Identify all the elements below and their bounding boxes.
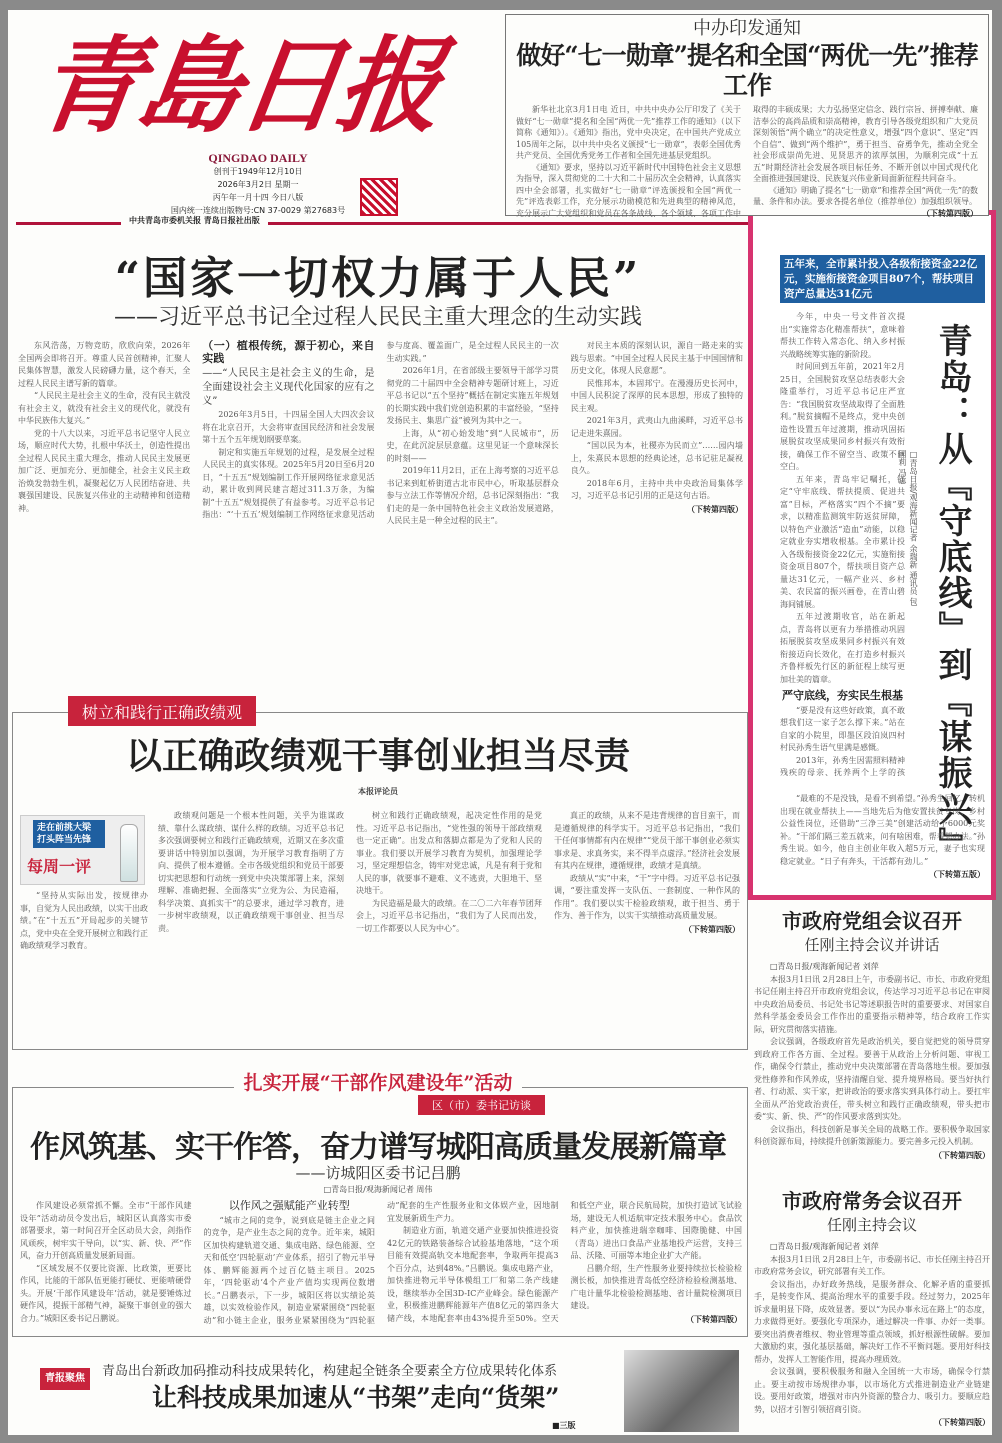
meeting2-headline[interactable]: 市政府常务会议召开 — [782, 1189, 962, 1213]
paragraph: “城市之间的竞争，说到底是链主企业之间的竞争，是产业生态之间的竞争。近年来，城阳区加快构建轨道交通、集成电路、绿色能源、空天和低空‘四轮驱动’产业体系，招引了物元半导体、鹏辉能源两个过百亿链主项目。2025年，‘四轮驱动’4个产业产值均实现两位数增长。”吕鹏表示，下一步，城阳区将以实绩论英雄，以实效检验作风，制造业紧紧围绕“四轮驱动”和小链主企业，服务业紧紧围绕为“四轮驱动”配套的生产性服务业和文体娱产业，因地制宜发展新质生产力。 — [203, 1201, 559, 1325]
commentary-headline[interactable]: 以正确政绩观干事创业担当尽责 — [125, 735, 630, 777]
section-title: 以作风之强赋能产业转型 — [228, 1200, 350, 1212]
banner-headline[interactable]: 让科技成果加速从“书架”走向“货架” — [152, 1383, 560, 1412]
paragraph: 树立和践行正确政绩观，起决定性作用的是党性。习近平总书记指出，“党性强的领导干部政绩观也一定正确”。出发点和落脚点都是为了党和人民的事业。我们要以开展学习教育为契机，加强理论学习，坚定理想信念，铸牢对党忠诚，凡是有利于党和人民的事，就要事不避难、义不逃责，大胆地干、坚决地干。 — [356, 811, 542, 895]
paragraph: 《通知》明确了提名“七一勋章”和推荐全国“两优一先”的数量、条件和办法。要求各提名单位（推荐单位）加强组织领导。 — [753, 185, 978, 206]
paragraph: 会议指出，科技创新是事关全局的战略工作。要积极争取国家科创资源布局，持续提升创新策源能力。要完善多元投入机制。 — [754, 1124, 990, 1146]
weekly-review-badge — [20, 815, 145, 885]
paragraph: 会议指出，办好政务热线，是服务群众、化解矛盾的重要抓手，是转变作风、提高治理水平的重要手段。经过努力，2025年诉求量明显下降，成效显著。要以“为民办事永远在路上”的态度，力求做得更好。要强化专项深办，通过解决一件事、办好一类事。要突出消费者维权、物业管理等重点领域，抓好根源性破解。要加大激励约束，强化基层基础，解决好工作不平衡问题。要用好科技帮办，发挥人工智能作用，提高办理质效。 — [754, 1279, 990, 1364]
continued-note[interactable]: （下转第四版） — [687, 503, 743, 514]
paragraph: 为民造福是最大的政绩。在二〇二六年春节团拜会上，习近平总书记指出，“我们为了人民而出发，一切工作都要以人民为中心”。 — [356, 898, 542, 933]
feature-banner: 五年来，全市累计投入各级衔接资金22亿元，实施衔接资金项目807个，帮扶项目资产总量达31亿元 — [780, 255, 985, 303]
continued-note[interactable]: （下转第四版） — [686, 1313, 742, 1324]
bottle-image — [120, 824, 138, 882]
paragraph: 吕鹏介绍，生产性服务业要持续拉长检验检测长板，加快推进青岛低空经济检验检测基地、广电计量华北检验检测基地、省计量院检测项目建设。 — [570, 1263, 742, 1310]
paragraph: 政绩从“实”中来，“干”字中得。习近平总书记强调，“要注重发挥一支队伍、一套制度、一种作风的作用”。我们要以实干检验政绩观，敢于担当、勇于作为、善于作为，以实干实绩推动高质量发展。 — [554, 873, 740, 920]
researchers-photo — [624, 1350, 739, 1432]
lead-subheadline: ——习近平总书记全过程人民民主重大理念的生动实践 — [113, 305, 642, 330]
badge-line: 走在前挑大梁 — [37, 823, 92, 833]
publisher: 中共青岛市委机关报 青岛日报社出版 — [121, 215, 268, 226]
paragraph: 作风建设必须常抓不懈。全市“干部作风建设年”活动动员令发出后，城阳区认真落实市委部署要求，第一时间召开全区动员大会，剑指作风顽疾，树牢实干导向，以“实、新、快、严”作风，奋力开创高质量发展新局面。 — [20, 1201, 192, 1260]
commentary-body-intro — [20, 890, 148, 1040]
paragraph: “坚持从实际出发，按规律办事，自觉为人民出政绩，以实干出政绩。”在“十五五”开局起步的关键节点，党中央在全党开展树立和践行正确政绩观学习教育。 — [20, 891, 148, 950]
commentary-tag: 树立和践行正确政绩观 — [68, 696, 256, 726]
paragraph: 时间回到五年前，2021年2月25日，全国脱贫攻坚总结表彰大会隆重举行，习近平总书记庄严宣告：“我国脱贫攻坚战取得了全面胜利。”脱贫摘帽不是终点，党中央创造性设置五年过渡期，推动巩固拓展脱贫攻坚成果同乡村振兴有效衔接，确保工作不留空当、政策不留空白。 — [780, 362, 905, 471]
paragraph: 真正的政绩，从来不是违背规律的盲目蛮干，而是遵循规律的科学实干。习近平总书记指出，“我们干任何事情都有内在规律”“党员干部干事创业必须实事求是、求真务实，来不得半点虚浮。”经济社会发展有其内在规律，遵循规律，政绩才是真绩。 — [554, 811, 740, 870]
qingbao-focus-logo: 青报聚焦 — [40, 1368, 90, 1390]
continued-note[interactable]: （下转第四版） — [934, 1149, 990, 1160]
top-story-body — [516, 104, 978, 244]
section-title: （一）植根传统，源于初心，来自实践 — [202, 340, 375, 365]
meeting2-article — [754, 1185, 990, 1430]
meeting2-body — [754, 1241, 990, 1426]
meeting2-subheadline: 任刚主持会议 — [826, 1216, 917, 1234]
masthead-info — [158, 152, 358, 217]
paragraph: 制造业方面，轨道交通产业要加快推进投资42亿元的铁路装备综合试验基地落地，“这个项目能有效提高轨交本地配套率，争取两年提高3个百分点，达到48%。”吕鹏说。集成电路产业，加快推进物元半导体模组工厂和第二条产线建设，继续举办全国3D-IC产业峰会。绿色能源产业，积极推进鹏辉能源年产值8亿元的第四条大储产线，本地配套率由43%提升至50%。空天和低空产业，联合民航局院，加快打造试飞试验场，建设无人机适航审定技术服务中心。食品饮料产业，加快推进瑞幸咖啡、国際脆健、中国（青岛）进出口食品产业基地投产运营，支持三品、沃隆、可丽等本地企业扩大产能。 — [387, 1201, 742, 1323]
lead-headline[interactable]: “国家一切权力属于人民” — [114, 253, 642, 304]
masthead-logo: 青島日报 — [29, 24, 447, 147]
paragraph: 上海，从“初心始发地”到“人民城市”，历史，在此沉淀层层意蕴。这里见证一个意味深长的时刻—— — [386, 428, 559, 463]
paragraph: 五年过渡期收官，站在新起点，青岛将以更有力举措推动巩固拓展脱贫攻坚成果同乡村振兴有效衔接迈向长效化，在打造乡村振兴齐鲁样板先行区的新征程上续写更加壮美的篇章。 — [780, 612, 905, 684]
newspaper-front-page — [8, 10, 992, 1435]
qr-code-icon[interactable] — [360, 178, 398, 216]
paragraph: 民惟邦本，本固邦宁。在漫漫历史长河中，中国人民积淀了深厚的民本思想，形成了独特的民主观。 — [570, 378, 743, 413]
top-story-kicker: 中办印发通知 — [693, 18, 801, 39]
paragraph: 东风浩荡，万物竞昉，欣欣向荣，2026年全国两会即将召开。尊重人民首创精神，汇聚人民集体智慧，激发人民磅礴力量，这个春天，全过程人民民主谱写新的篇章。 — [18, 341, 191, 388]
paragraph: 会议强调，各级政府首先是政治机关，要自觉把党的领导贯穿到政府工作各方面、全过程。要善于从政治上分析问题、审视工作，确保令行禁止，推动党中央决策部署在青岛落地生根。要加强党性修养和作风养成，坚持清醒自觉、提升境界格局。要当好执行者、行动派、实干家，把讲政治的要求落实到具体行动上。要扛牢全面从严治党政治责任，带头树立和践行正确政绩观，带头把市委“实、新、快、严”的作风要求落到实处。 — [754, 1037, 990, 1121]
publication-number: 国内统一连续出版物号:CN 37-0029 第27683号 — [170, 206, 346, 215]
paragraph: “国以民为本，社稷亦为民而立”……园内墙上，朱熹民本思想的经典论述，总书记驻足凝视良久。 — [570, 441, 743, 475]
founded-date: 创刊于1949年12月10日 — [213, 167, 303, 176]
page-reference[interactable]: ■三版 — [552, 1420, 576, 1430]
meeting1-body — [754, 961, 990, 1161]
meeting1-subheadline: 任刚主持会议并讲话 — [804, 936, 940, 954]
feature-box — [748, 207, 996, 900]
meeting1-article — [754, 905, 990, 1170]
continued-note[interactable]: （下转第四版） — [684, 923, 740, 934]
interview-kicker — [8, 1068, 748, 1095]
badge-line: 打头阵当先锋 — [37, 835, 92, 845]
paragraph: 政绩观问题是一个根本性问题，关乎为谁谋政绩、靠什么谋政绩、谋什么样的政绩。习近平总书记多次强调要树立和践行正确政绩观，近期又在多次重要讲话中特别加以强调，为开展学习教育指明了方向、提供了根本遵循。全市各级党组织和党员干部要切实把思想和行动统一到党中央决策部署上来，深刻理解、准确把握、全面落实“立党为公、为民造福，科学决策、真抓实干”的总要求，通过学习教育，进一步树牢政绩观，以正确政绩观干事创业、担当尽责。 — [158, 811, 344, 933]
issue-date: 2026年3月2日 星期一 — [217, 180, 299, 189]
interview-byline: □青岛日报/观海新闻记者 周伟 — [323, 1185, 433, 1194]
continued-note[interactable]: （下转第四版） — [922, 207, 978, 218]
lead-story-body — [18, 340, 743, 680]
bottom-banner[interactable] — [12, 1350, 748, 1435]
paragraph: 今年，中央一号文件首次提出“实施常态化精准帮扶”，意味着帮扶工作转入常态化、纳入乡村振兴战略统筹实施的新阶段。 — [780, 312, 905, 359]
paragraph: 本报3月1日讯 2月28日上午，市委副书记、市长、市政府党组书记任刚主持召开市政府党组会议，传达学习习近平总书记在审阅中央政治局委员、书记处书记等述职报告时的重要要求、对国家自然科学基金委员会工作作出的重要指示精神等，结合政府工作实际，研究贯彻落实措施。 — [754, 974, 990, 1034]
paragraph: 会议强调，要积极服务和融入全国统一大市场，确保令行禁止。要主动按市场规律办事，以市场化方式推进制造业产业链建设。要用好政策，增强对市内外资源的整合力、吸引力。要顺应趋势，以招才引智引领招商引资。 — [754, 1367, 990, 1414]
feature-byline: □青岛日报/观海新闻记者 余瑞新 通讯员 包国莉 冯志 — [898, 450, 918, 606]
paragraph: 2026年3月5日，十四届全国人大四次会议将在北京召开，大会将审查国民经济和社会发展第十五个五年规划纲要草案。 — [202, 410, 375, 444]
paragraph: 新华社北京3月1日电 近日，中共中央办公厅印发了《关于做好“七一勋章”提名和全国“两优一先”推荐工作的通知》（以下简称《通知》）。《通知》指出，党中央决定，在中国共产党成立105周年之际，以中共中央名义颁授“七一勋章”，表彰全国优秀共产党员、全国优秀党务工作者和全国先进基层党组织。 — [516, 105, 741, 160]
paragraph: 2013年，孙秀生因需照料精神残疾的母亲、抚养两个上学的孩 — [780, 755, 905, 777]
paragraph: 2018年6月，主持中共中央政治局集体学习，习近平总书记引用的正是这句古语。 — [570, 478, 743, 500]
paragraph: 五年来，青岛牢记嘱托，锚定“守牢底线、帮扶提质、促进共富”目标，严格落实“四个不摘”要求，以精准监测筑牢防返贫屏障，以特色产业激活“造血”动能，以稳定就业夯实增收根基。全市累计投入各级衔接资金22亿元，实施衔接资金项目807个，帮扶项目资产总量达31亿元，一幅产业兴、乡村美、农民富的振兴画卷，在青山碧海间铺展。 — [780, 474, 905, 609]
paragraph: “人民民主是社会主义的生命，没有民主就没有社会主义，就没有社会主义的现代化，就没有中华民族伟大复兴。” — [18, 391, 191, 425]
paragraph: 对民主本质的深刻认识，源自一路走来的实践与思索。“中国全过程人民民主基于中国国情和历史文化，体现人民意愿”。 — [570, 341, 743, 375]
paragraph: 本报3月1日讯 2月28日上午，市委副书记、市长任刚主持召开市政府常务会议，研究部署有关工作。 — [754, 1254, 990, 1276]
paragraph: 2026年1月，在省部级主要领导干部学习贯彻党的二十届四中全会精神专题研讨班上，习近平总书记以“五个坚持”概括在制定实施五年规划的长期实践中我们党创造积累的丰富经验，“坚持发扬民主、集思广益”被列为其中之一。 — [386, 366, 559, 425]
paragraph: “区域发展不仅要比资源、比政策，更要比作风，比能的干部队伍更能打硬仗、更能啃硬骨头。开展‘干部作风建设年’活动，就是要锤炼过硬作风，提振干部精气神，凝聚干事创业的强大合力。”城阳区委书记吕鹏说。 — [20, 1263, 192, 1323]
meeting2-byline: □青岛日报/观海新闻记者 刘萍 — [770, 1242, 879, 1251]
paragraph: 2019年11月2日，正在上海考察的习近平总书记来到虹桥街道古北市民中心，听取基层群众参与立法工作等情况介绍，总书记深刻指出：“我们走的是一条中国特色社会主义政治发展道路，人民民主是一种全过程的民主”。 — [386, 466, 559, 525]
lunar-date: 丙午年一月十四 今日八版 — [212, 193, 304, 202]
kicker-text: 扎实开展“干部作风建设年”活动 — [234, 1072, 523, 1094]
section-quote: ——“人民民主是社会主义的生命，是全面建设社会主义现代化国家的应有之义” — [202, 368, 375, 407]
paragraph: 党的十八大以来，习近平总书记坚守人民立场，顺应时代大势，扎根中华沃土，创造性提出全过程人民民主重大理念，推动人民民主发展更加广泛、更加充分、更加健全，社会主义民主政治焕发勃勃生机，凝聚起亿万人民团结奋进、共襄强国建设、民族复兴伟业的主动精神和创造精神。 — [18, 428, 191, 513]
interview-tag: 区（市）委书记访谈 — [418, 1095, 545, 1115]
feature-title[interactable]: 青岛：从『守底线』到『谋振兴』 — [932, 323, 972, 863]
paragraph: 制定和实施五年规划的过程，是发展全过程人民民主的真实体现。2025年5月20日至6月20日，“十五五”规划编制工作开展网络征求意见活动，累计收到网民建言超过311.3万条，为编制“十五五”规划提供了有益参考。习近平总书记指出：“‘十五五’规划编制工作网络征求意见活动参与度高、覆盖面广，是全过程人民民主的一次生动实践。” — [202, 341, 559, 519]
continued-note[interactable]: （下转第五版） — [929, 869, 985, 879]
paragraph: 2021年3月，武夷山九曲溪畔，习近平总书记走进朱熹园。 — [570, 416, 743, 438]
masthead-english: QINGDAO DAILY — [208, 151, 308, 165]
section-title: 严守底线，夯实民生根基 — [782, 689, 903, 702]
top-story — [505, 14, 989, 216]
interview-body — [20, 1200, 742, 1330]
continued-note[interactable]: （下转第四版） — [934, 1417, 990, 1426]
meeting1-headline[interactable]: 市政府党组会议召开 — [782, 909, 962, 933]
badge-title: 每周一评 — [27, 857, 92, 876]
feature-body — [780, 311, 905, 791]
commentary-byline: 本报评论员 — [358, 787, 398, 796]
interview-headline[interactable]: 作风筑基、实干作答，奋力谱写城阳高质量发展新篇章 — [30, 1130, 726, 1165]
meeting1-byline: □青岛日报/观海新闻记者 刘萍 — [770, 962, 879, 971]
top-story-headline[interactable]: 做好“七一勋章”提名和全国“两优一先”推荐工作 — [516, 41, 978, 100]
paragraph: “最难的不是没钱，是看不到希望。”孙秀生回忆，转机出现在就业帮扶上——当地先后为他安置扶贫专岗、乡村公益性岗位，还借助“三净三美”创建活动给予6000元奖补。“干部们隔三差五就来，问有啥困难，帮着想办法。”孙秀生说。如今，他自主创业年收入超5万元，妻子也实现稳定就业。“日子有奔头，干活都有劲儿。” — [780, 794, 985, 866]
feature-body-end — [780, 793, 985, 893]
paragraph: “要是没有这些好政策，真不敢想我们这一家子怎么撑下来。”站在自家的小院里，即墨区段泊岚四村村民孙秀生语气里满是感慨。 — [780, 705, 905, 752]
banner-kicker: 青岛出台新政加码推动科技成果转化，构建起全链条全要素全方位成果转化体系 — [102, 1364, 558, 1379]
interview-subheadline: ——访城阳区委书记吕鹏 — [295, 1164, 461, 1182]
paragraph: 《通知》要求，坚持以习近平新时代中国特色社会主义思想为指导，深入贯彻党的二十大和二十届历次全会精神，认真落实四中全会部署，扎实做好“七一勋章”评选颁授和全国“两优一先”评选表彰工作，充分展示功勋模范和先进典型的精神风范，充分展示广大党组织和党员在各条战线、各个领域、各项工作中取得的丰硕成果；大力弘扬坚定信念、践行宗旨、拼搏奉献、廉洁奉公的高尚品质和崇高精神，教育引导各级党组织和广大党员深刻领悟“两个确立”的决定性意义，增强“四个意识”、坚定“四个自信”、做到“两个维护”，勇于担当、奋勇争先，推动全党全社会形成崇尚先进、见贤思齐的浓厚氛围，为顺利完成“十五五”时期经济社会发展各项目标任务、不断开创以中国式现代化全面推进强国建设、民族复兴伟业新局面新征程共同奋斗。 — [516, 105, 978, 218]
commentary-body — [158, 810, 740, 1042]
